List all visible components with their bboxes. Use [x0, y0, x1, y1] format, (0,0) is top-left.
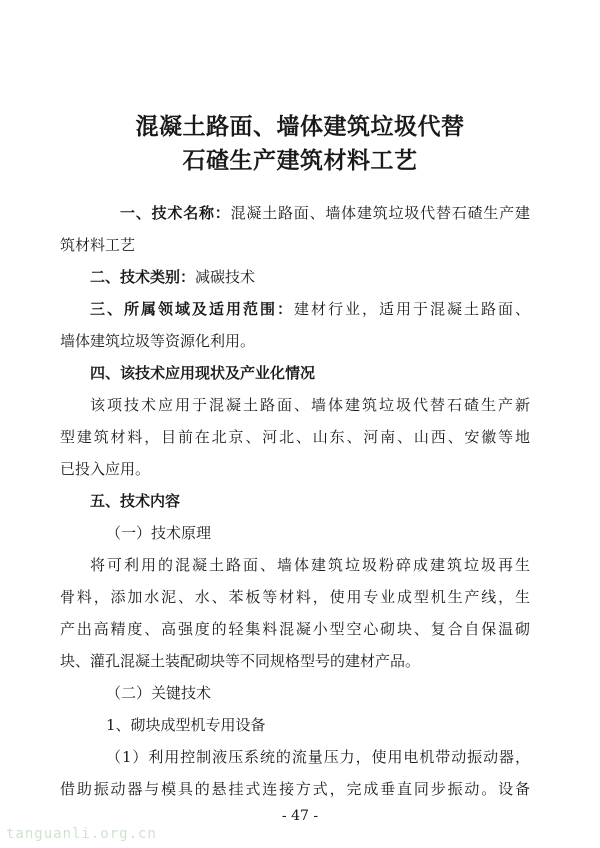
section-1-line-1	[90, 203, 530, 223]
document-title-line-1: 混凝土路面、墙体建筑垃圾代替	[135, 113, 465, 140]
section-4-para-line-1: 该项技术应用于混凝土路面、墙体建筑垃圾代替石碴生产新	[90, 396, 530, 414]
section-1-label: 一、技术名称：	[120, 204, 231, 222]
section-5-heading: 五、技术内容	[90, 492, 181, 510]
section-5-para-line-4: 块、灌孔混凝土装配砌块等不同规格型号的建材产品。	[60, 652, 421, 670]
key-tech-item-1-line-1: （1）利用控制液压系统的流量压力，使用电机带动振动器，	[106, 748, 530, 766]
section-2-label: 二、技术类别：	[90, 268, 196, 286]
key-tech-item-1-line-2: 借助振动器与模具的悬挂式连接方式，完成垂直同步振动。设备	[60, 780, 530, 798]
subsection-1-heading: （一）技术原理	[106, 524, 212, 542]
section-3-line-1	[90, 299, 530, 319]
section-4-para-line-2: 型建筑材料，目前在北京、河北、山东、河南、山西、安徽等地	[60, 428, 530, 446]
section-4-para-line-3: 已投入应用。	[60, 460, 151, 478]
document-title-line-2: 石碴生产建筑材料工艺	[182, 147, 418, 174]
section-5-para-line-1: 将可利用的混凝土路面、墙体建筑垃圾粉碎成建筑垃圾再生	[90, 556, 530, 574]
section-1-text: 混凝土路面、墙体建筑垃圾代替石碴生产建	[230, 204, 530, 222]
section-3-line-2: 墙体建筑垃圾等资源化利用。	[60, 332, 256, 350]
section-5-para-line-2: 骨料，添加水泥、水、苯板等材料，使用专业成型机生产线，生	[60, 588, 530, 606]
section-3-text: 建材行业，适用于混凝土路面、	[294, 300, 530, 318]
section-4-heading: 四、该技术应用现状及产业化情况	[90, 364, 316, 382]
section-3-label: 三、所属领域及适用范围：	[90, 300, 294, 318]
watermark: tanguanli.org.cn	[6, 826, 157, 842]
page-number: - 47 -	[281, 808, 319, 824]
section-5-para-line-3: 产出高精度、高强度的轻集料混凝小型空心砌块、复合自保温砌	[60, 620, 530, 638]
subsection-2-heading: （二）关键技术	[106, 684, 212, 702]
key-tech-item-1: 1、砌块成型机专用设备	[106, 716, 266, 734]
section-1-line-2: 筑材料工艺	[60, 236, 136, 254]
section-2-line	[90, 267, 530, 287]
section-2-text: 减碳技术	[195, 268, 256, 286]
